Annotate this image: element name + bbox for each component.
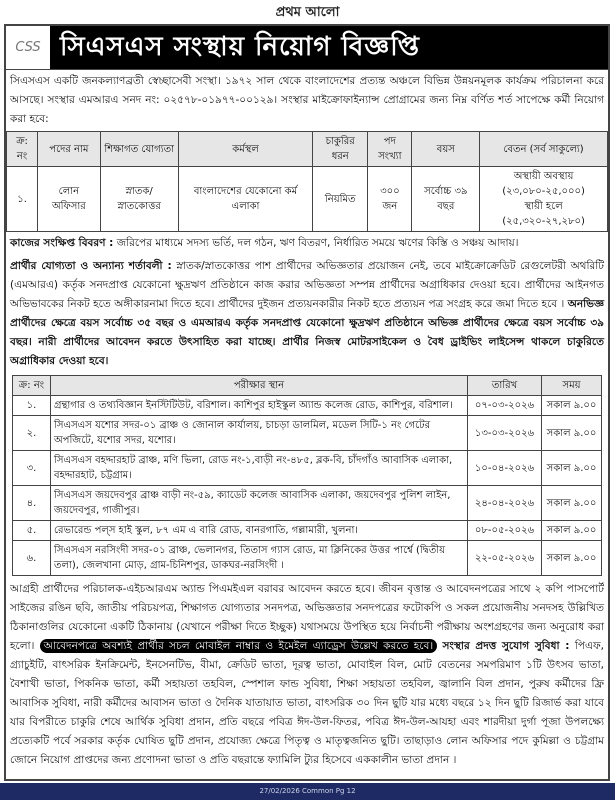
table-row <box>13 416 602 451</box>
serial: ৩. <box>13 451 51 486</box>
exam-time: সকাল ৯.০০ <box>542 451 602 486</box>
requirements <box>6 255 608 373</box>
salary-temp-label: অস্থায়ী অবস্থায় <box>513 171 574 182</box>
ad-title: সিএসএস সংস্থায় নিয়োগ বিজ্ঞপ্তি <box>50 26 608 69</box>
col-header: সময় <box>542 376 602 396</box>
exam-place: সিএসএস জয়দেবপুর ব্রাঞ্চ বাড়ী নং-৫৯, ক্যাডেট কলেজ আবাসিক এলাকা, জয়দেবপুর পুলিশ লাইন, জয়দেবপুর, গাজীপুর। <box>51 486 468 521</box>
application-instructions <box>6 578 608 772</box>
table-row <box>13 541 602 576</box>
col-header: চাকুরির ধরন <box>313 132 368 167</box>
exam-time: সকাল ৯.০০ <box>542 521 602 541</box>
req-bold-text: অনভিজ্ঞ প্রার্থীদের ক্ষেত্রে বয়স সর্বোচ্চ ৩৫ বছর ও এমআরএ কর্তৃক সনদপ্রাপ্ত যেকোনো ক্ষুদ্রঋণ প্রতিষ্ঠানে অভিজ্ঞ প্রার্থীদের ক্ষেত্রে বয়স সর্বোচ্চ ৩৯ বছর। নারী প্রার্থীদের আবেদন করতে উৎসাহিত করা যাচ্ছে। প্রার্থীর নিজস্ব মোটরসাইকেল ও বৈধ ড্রাইভিং লাইসেন্স থাকলে চাকুরিতে অগ্রাধিকার দেওয়া হবে। <box>10 298 604 367</box>
req-label: প্রার্থীর যোগ্যতা ও অন্যান্য শর্তাবলী : <box>10 260 172 272</box>
col-header: ক্র: নং <box>13 376 51 396</box>
exam-time: সকাল ৯.০০ <box>542 541 602 576</box>
col-header: পদের নাম <box>38 132 101 167</box>
serial: ৫. <box>13 521 51 541</box>
col-header: বয়স <box>412 132 480 167</box>
exam-time: সকাল ৯.০০ <box>542 416 602 451</box>
apply-text: আগ্রহী প্রার্থীদের পরিচালক-এইচআরএম অ্যান্ড পিএমইএল বরাবর আবেদন করতে হবে। জীবন বৃত্তান্ত ও আবেদনপত্রের সাথে ২ কপি পাসপোর্ট সাইজের রঙিন ছবি, জাতীয় পরিচয়পত্র, শিক্ষাগত যোগ্যতার সনদপত্র, অভিজ্ঞতার সনদপত্রের ফটোকপি ও সকল প্রয়োজনীয় সনদসহ উল্লিখিত ঠিকানাগুলির যেকোনো একটি ঠিকানায় (যেখানে পরীক্ষা দিতে ইচ্ছুক) যথাসময়ে উপস্থিত হয়ে নির্বাচনী পরীক্ষায় অংশগ্রহণের জন্য অনুরোধ করা হলো। <box>10 583 604 652</box>
salary-permanent: স্থায়ী হলে (২৫,৩২০-২৭,২৮০) <box>502 201 585 227</box>
job-description <box>6 232 608 255</box>
job-desc-label: কাজের সংক্ষিপ্ত বিবরণ : <box>10 237 114 249</box>
col-header: পদ সংখ্যা <box>368 132 412 167</box>
salary <box>480 167 608 232</box>
exam-place: রেভারেন্ড পল্স হাই স্কুল, ৮৭ এম এ বারি রোড, বানরগাতি, গল্লামারী, খুলনা। <box>51 521 468 541</box>
table-row <box>13 396 602 416</box>
exam-time: সকাল ৯.০০ <box>542 486 602 521</box>
exam-place: গ্রন্থাগার ও তথ্যবিজ্ঞান ইনস্টিটিউট, বরিশাল। কাশিপুর হাইস্কুল অ্যান্ড কলেজ রোড, কাশিপুর, বরিশাল। <box>51 396 468 416</box>
benefits-text: পিএফ, গ্র্যাচুইটি, বাৎসরিক ইনক্রিমেন্ট, ইনসেনটিভ, বীমা, ক্রেডিট ভাতা, দূরত্ব ভাতা, মোবাইল বিল, মোট বেতনের সমপরিমাণ ১টি উৎসব ভাতা, বৈশাখী ভাতা, পিকনিক ভাতা, কর্মী সহায়তা তহবিল, স্পেশাল ফান্ড সুবিধা, শিক্ষা সহায়তা তহবিল, জ্বালানি বিল প্রদান, পুরুষ কর্মীদের ফ্রি আবাসিক সুবিধা, নারী কর্মীদের আবাসন ভাতা ও দৈনিক যাতায়াত ভাতা, বাৎসরিক ৩০ দিন ছুটি যার মধ্যে বছরে ১২ দিন ছুটি রিজার্ভ করা যাবে যার বিপরীতে চাকুরি শেষে আর্থিক সুবিধা প্রদান, প্রতি বছরে পবিত্র ঈদ-উল-ফিতর, পবিত্র ঈদ-উল-আযহা এবং শারদীয়া দুর্গা পূজা উপলক্ষ্যে প্রত্যেকটি পর্বে সরকার কর্তৃক ঘোষিত ছুটি প্রদান, প্রযোজ্য ক্ষেত্রে পিতৃত্ব ও মাতৃত্বজনিত ছুটি। তাছাড়াও লোন অফিসার পদে কুমিল্লা ও চট্টগ্রাম জোনে নিয়োগ প্রাপ্তদের জন্য প্রণোদনা ভাতা ও প্রতি বছরান্তে ফ্যামিলি ট্যুর হিসেবে এককালীন ভাতা প্রদান । <box>10 640 604 766</box>
intro-text: সিএসএস একটি জনকল্যাণব্রতী স্বেচ্ছাসেবী সংস্থা। ১৯৭২ সাল থেকে বাংলাদেশের প্রত্যন্ত অঞ্চলে বিভিন্ন উন্নয়নমূলক কার্যক্রম পরিচালনা করে আসছে। সংস্থার এমআরএ সনদ নং: ০২৫৭৮-০১৯৭৭-০০১২৯। সংস্থার মাইক্রোফাইন্যান্স প্রোগ্রামের জন্য নিম্ন বর্ণিত শর্ত সাপেক্ষে কর্মী নিয়োগ করা হবে: <box>10 75 604 125</box>
exam-table <box>12 375 602 576</box>
serial: ৬. <box>13 541 51 576</box>
exam-place: সিএসএস যশোর সদর-০১ ব্রাঞ্চ ও জোনাল কার্যালয়, চাচড়া ডালমিল, মডেল সিটি-১ নং গেটের অপজিটে, যশোর সদর, যশোর। <box>51 416 468 451</box>
post-name: লোন অফিসার <box>38 167 101 232</box>
exam-date: ১৩-০৩-২০২৬ <box>468 416 542 451</box>
table-row <box>7 167 608 232</box>
col-header: বেতন (সর্ব সাকুল্যে) <box>480 132 608 167</box>
exam-place: সিএসএস নরসিংদী সদর-০১ ব্রাঞ্চ, ভেলানগর, তিতাস গ্যাস রোড, মা ক্লিনিকের উত্তর পার্শ্বে (দ্বিতীয় তলা), জেলখানা মোড়, গ্রাম-চিনিশপুর, ডাকঘর-নরসিংদী । <box>51 541 468 576</box>
education: স্নাতক/ স্নাতকোত্তর <box>100 167 178 232</box>
col-header: ক্র: নং <box>7 132 38 167</box>
benefits-label: সংস্থার প্রদত্ত সুযোগ সুবিধা : <box>442 640 570 652</box>
job-type: নিয়মিত <box>313 167 368 232</box>
ad-header <box>6 26 608 70</box>
job-desc-text: জরিপের মাধ্যমে সদস্য ভর্তি, দল গঠন, ঋণ বিতরণ, নির্ধারিত সময়ে ঋণের কিস্তি ও সঞ্চয় আদায়। <box>116 237 519 249</box>
job-table <box>6 131 608 232</box>
newspaper-logo: প্রথম আলো <box>275 5 340 20</box>
age-limit: সর্বোচ্চ ৩৯ বছর <box>412 167 480 232</box>
css-logo: CSS <box>15 40 41 55</box>
exam-date: ১০-০৪-২০২৬ <box>468 451 542 486</box>
exam-date: ২৪-০৪-২০২৬ <box>468 486 542 521</box>
workplace: বাংলাদেশের যেকোনো কর্ম এলাকা <box>178 167 312 232</box>
serial: ১. <box>13 396 51 416</box>
col-header: তারিখ <box>468 376 542 396</box>
page-footer: 27/02/2026 Common Pg 12 <box>0 783 615 800</box>
exam-date: ০৮-০৫-২০২৬ <box>468 521 542 541</box>
apply-highlight: আবেদনপত্রে অবশ্যই প্রার্থীর সচল মোবাইল নাম্বার ও ইমেইল এ্যাড্রেস উল্লেখ করতে হবে। <box>40 639 437 653</box>
serial: ১. <box>7 167 38 232</box>
col-header: কর্মস্থল <box>178 132 312 167</box>
serial: ২. <box>13 416 51 451</box>
serial: ৪. <box>13 486 51 521</box>
exam-date: ২২-০৫-২০২৬ <box>468 541 542 576</box>
table-row <box>13 451 602 486</box>
salary-temp-range: (২৩,০৮০-২৫,০০০) <box>502 186 585 197</box>
table-row <box>13 486 602 521</box>
req-text: স্নাতক/স্নাতকোত্তর পাশ প্রার্থীদের অভিজ্ঞতার প্রয়োজন নেই, তবে মাইক্রোক্রেডিট রেগুলেটরী অথরিটি (এমআরএ) কর্তৃক সনদপ্রাপ্ত যেকোনো ক্ষুদ্রঋণ প্রতিষ্ঠানে কাজ করার অভিজ্ঞতা সম্পন্ন প্রার্থীদের অগ্রাধিকার দেওয়া হবে। প্রার্থীদের আইনগত অভিভাবকের নিকট হতে অঙ্গীকারনামা দিতে হবে। প্রার্থীদের দুইজন প্রত্যয়নকারীর নিকট হতে প্রত্যয়ন পত্র সংগ্রহ করে জমা দিতে হবে । <box>10 260 604 310</box>
post-count: ৩০০ জন <box>368 167 412 232</box>
exam-date: ০৭-০৩-২০২৬ <box>468 396 542 416</box>
exam-place: সিএসএস বহদ্দারহাট ব্রাঞ্চ, মণি ভিলা, রোড নং-১,বাড়ী নং-৪৮৫, ব্লক-বি, চাঁদগাঁও আবাসিক এলাকা, বহদ্দারহাট, চট্টগ্রাম। <box>51 451 468 486</box>
job-advertisement <box>4 24 610 781</box>
exam-time: সকাল ৯.০০ <box>542 396 602 416</box>
col-header: শিক্ষাগত যোগ্যতা <box>100 132 178 167</box>
table-row <box>13 521 602 541</box>
col-header: পরীক্ষার স্থান <box>51 376 468 396</box>
